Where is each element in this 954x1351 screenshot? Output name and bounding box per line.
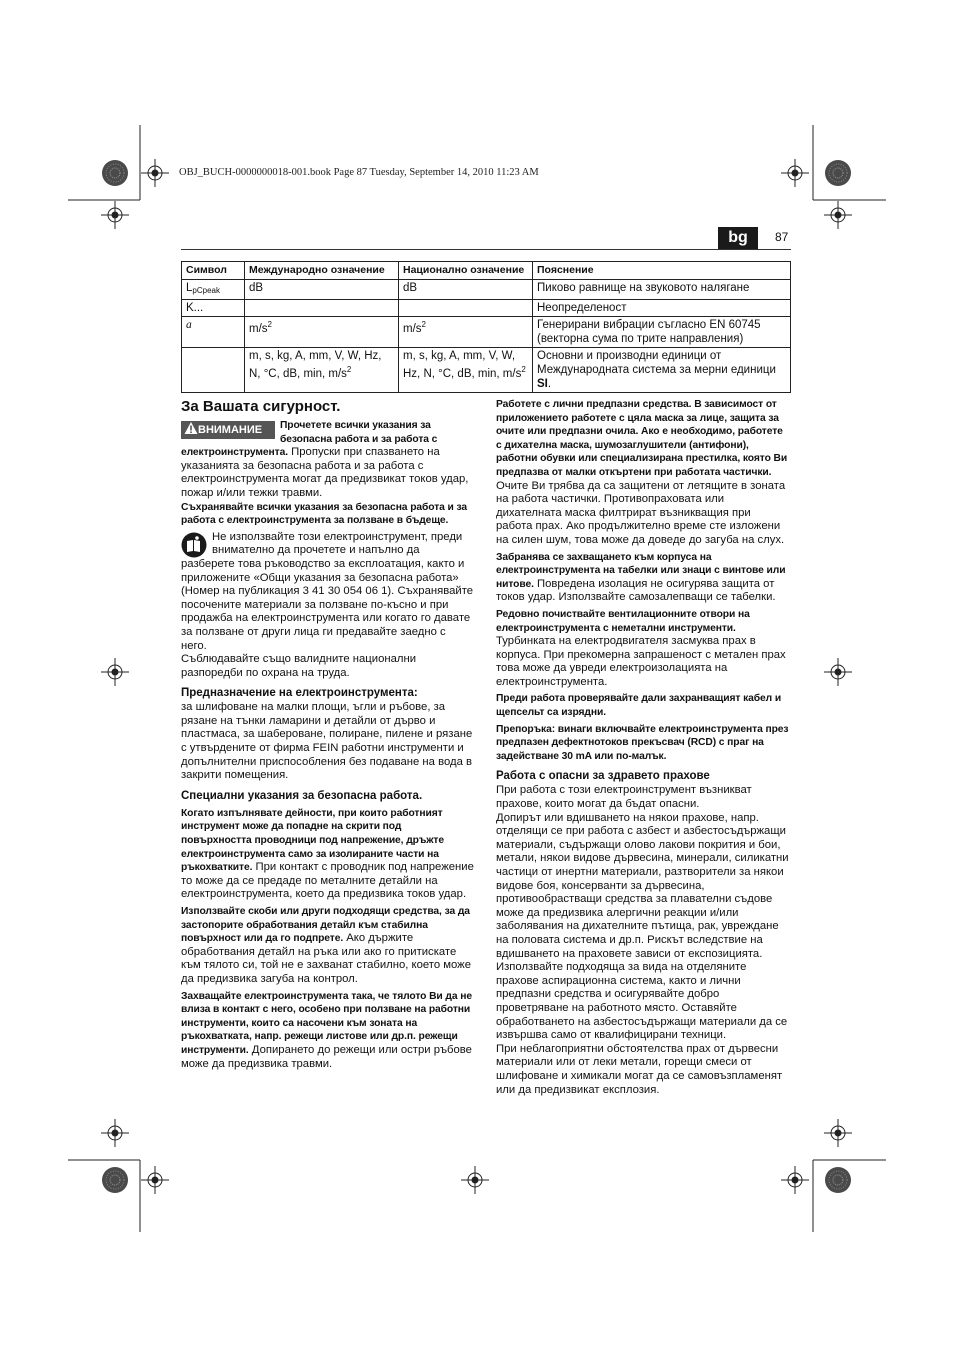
desc-cell: Пиково равнище на звуковото налягане — [533, 280, 791, 300]
safety-bold: Когато изпълнявате дейности, при които работният инструмент може да попадне на скрити под повърхността проводници под напрежение, дръжте електроинструмента само за изолираните части на ръкохватките. — [181, 807, 445, 874]
desc-cell: Неопределеност — [533, 300, 791, 317]
dust-heading: Работа с опасни за здравето прахове — [496, 770, 710, 783]
natl-cell — [399, 300, 533, 317]
cable-check: Преди работа проверявайте дали захранващият кабел и щепсельт са изрядни. — [496, 693, 782, 719]
special-heading: Специални указания за безопасна работа. — [181, 789, 423, 802]
safety-text: Турбинката на електродвигателя засмуква прах в корпуса. При прекомерна запрашеност с метален прах това може да увреди електроизолацията на електроинструмента. — [496, 635, 786, 688]
intl-text: m/s — [249, 323, 268, 335]
warning-bold: Прочетете всички указания за безопасна работа и за работа с електроинструмента. — [181, 420, 438, 459]
units-table — [181, 261, 791, 393]
intl-cell — [245, 348, 399, 393]
column-header: Национално означение — [399, 262, 533, 280]
table-row — [182, 348, 791, 393]
safety-paragraph — [496, 608, 789, 690]
superscript: 2 — [267, 320, 272, 329]
desc-cell: Генерирани вибрации съгласно EN 60745 (векторна сума по трите направления) — [533, 317, 791, 348]
symbol-cell — [182, 280, 245, 300]
table-row — [182, 280, 791, 300]
safety-bold: Работете с лични предпазни средства. В зависимост от приложението работете с цяла маска за лице, защита за очите или предпазни очила. Ако е необходимо, работете с дихателна маска, шумозаглушители (антифони), работни обувки или специализирана престилка, която Ви предпазва от малки откъртени при работата частички. — [496, 399, 788, 478]
safety-text: Повредена изолация не осигурява защита от токов удар. Използвайте самозалепващи се табелки. — [496, 577, 776, 604]
read-manual-icon — [181, 532, 207, 558]
symbol-cell — [182, 348, 245, 393]
keep-instructions: Съхранявайте всички указания за безопасна работа и за работа с електроинструмента за ползване в бъдеще. — [181, 501, 468, 527]
superscript: 2 — [421, 320, 426, 329]
dust-text: Допирът или вдишването на някои прахове, напр. отделящи се при работа с азбест и азбестосъдържащи материали, съдържащи олово лакови покрития и бои, метали, някои видове дървесина, минерали, силикатни частици от инертни материали, разтворители за някои видове боя, консерванти за дървесина, противообрастващи средства за плавателни съдове може да предизвика алергични реакции и/или заболявания на дихателните пътища, рак, увреждане на половата система и др.п. Рискът вследствие на вдишването на праховете зависи от експозицията. Използвайте подходяща за вида на отделяните прахове аспирационна система, както и лични предпазни средства и осигурявайте добро проветряване на работното място. Оставяйте обработването на азбестосъдържащи материали да се извършва само от квалифицирани техници. — [496, 811, 789, 1042]
desc-period: . — [547, 378, 552, 390]
safety-paragraph — [181, 807, 474, 902]
safety-text: Ако държите обработвания детайл на ръка или ако го притискате към тялото си, той не е захванат стабилно, което може да предизвика загуба на контрол. — [181, 932, 472, 985]
symbol-cell: K... — [182, 300, 245, 317]
left-column — [181, 398, 474, 1071]
natl-cell — [399, 317, 533, 348]
warning-text: Пропуски при спазването на указанията за безопасна работа и за работа с електроинструмента могат да предизвикат токов удар, пожар и/или тежки травми. — [181, 446, 469, 499]
section-title: За Вашата сигурност. — [181, 398, 341, 415]
safety-paragraph — [181, 990, 474, 1072]
dust-text: При неблагоприятни обстоятелства прах от дървесни материали или от леки метали, горещи смеси от шлифоване и химикали могат да се самовъзпламенят или да предизвикат експлозия. — [496, 1042, 783, 1096]
safety-paragraph — [496, 551, 789, 605]
desc-bold: SI — [537, 378, 548, 390]
symbol-subscript: pCpeak — [192, 286, 220, 295]
warning-triangle-icon — [184, 421, 198, 435]
intl-cell: dB — [245, 280, 399, 300]
superscript: 2 — [521, 365, 526, 374]
safety-paragraph — [496, 398, 789, 548]
dust-text: При работа с този електроинструмент възникват прахове, които могат да бъдат опасни. — [496, 784, 752, 811]
intl-text: m, s, kg, A, mm, V, W, Hz, N, °C, dB, min, m/s — [249, 350, 382, 380]
intl-cell — [245, 300, 399, 317]
page-number: 87 — [775, 230, 789, 244]
purpose-text: за шлифоване на малки площи, ъгли и ръбове, за рязане на тънки ламарини и детайли от дърво и пластмаса, за шаберoване, полиране, пилене и рязане с утвърдените от фирма FEIN работни инструменти и допълнителни приспособления без подаване на вода в закрити помещения. — [181, 701, 473, 782]
safety-text: Очите Ви трябва да са защитени от летящите в зоната на работа частички. Противопраховата или дихателната маска филтрират възникващия при работа прах. Ако продължително време сте изложени на силен шум, това може да доведе до загуба на слух. — [496, 479, 786, 546]
table-row — [182, 300, 791, 317]
national-rules: Съблюдавайте също валидните национални разпоредби по охрана на труда. — [181, 653, 417, 679]
natl-cell: dB — [399, 280, 533, 300]
safety-text: При контакт с проводник под напрежение то може да се предаде по металните детайли на електроинструмента, което да предизвика токов удар. — [181, 861, 474, 901]
warning-label: ВНИМАНИЕ — [198, 424, 263, 436]
safety-bold: Забранява се захващането към корпуса на електроинструмента на табелки или знаци с винтове или нитове. — [496, 551, 786, 590]
safety-paragraph — [181, 905, 474, 987]
safety-bold: Редовно почиствайте вентилационните отвори на електроинструмента с неметални инструменти. — [496, 608, 750, 634]
table-row — [182, 317, 791, 348]
column-header: Пояснение — [533, 262, 791, 280]
safety-bold: Използвайте скоби или други подходящи средства, за да застопорите обработвания детайл към стабилна повърхност или да го подпрете. — [181, 906, 470, 945]
right-column — [496, 398, 789, 1097]
desc-text: Основни и производни единици от Международната система за мерни единици — [537, 350, 776, 376]
purpose-heading: Предназначение на електроинструмента: — [181, 687, 418, 700]
language-badge: bg — [718, 227, 758, 249]
warning-badge — [181, 421, 275, 439]
header-rule — [181, 249, 791, 250]
warning-paragraph — [181, 419, 474, 501]
desc-cell — [533, 348, 791, 393]
symbol-text: a — [186, 319, 192, 331]
safety-text: Допирането до режещи или остри ръбове може да предизвика травми. — [181, 1043, 472, 1070]
superscript: 2 — [346, 365, 352, 374]
manual-text: Не използвайте този електроинструмент, преди внимателно да прочетете и напълно да разберете това ръководство за експлоатация, както и приложените «Общи указания за безопасна работа» (Номер на публикация 3 41 30 054 06 1). Съхранявайте посочените материали за ползване по-късно и при продажба на електроинструмента или когато го давате за ползване от други лица ги предавайте заедно с него. — [181, 530, 474, 652]
natl-text: m, s, kg, A, mm, V, W, Hz, N, °C, dB, min, m/s — [403, 350, 522, 380]
print-header: OBJ_BUCH-0000000018-001.book Page 87 Tuesday, September 14, 2010 11:23 AM — [179, 167, 539, 178]
rcd-recommendation: Препоръка: винаги включвайте електроинструмента през предпазен дефектнотоков прекъсвач (RCD) с праг на задействане 30 mA или по-малък. — [496, 723, 789, 762]
natl-text: m/s — [403, 323, 422, 335]
manual-paragraph — [181, 531, 474, 653]
natl-cell — [399, 348, 533, 393]
symbol-cell — [182, 317, 245, 348]
intl-cell — [245, 317, 399, 348]
symbol-text: L — [186, 282, 193, 294]
column-header: Международно означение — [245, 262, 399, 280]
column-header: Символ — [182, 262, 245, 280]
safety-bold: Захващайте електроинструмента така, че тялото Ви да не влиза в контакт с него, особено при ползване на работни инструменти, които са насочени към зоната на ръкохватката, напр. режещи листове или др.п. режещи инструменти. — [181, 990, 472, 1056]
table-header-row — [182, 262, 791, 280]
